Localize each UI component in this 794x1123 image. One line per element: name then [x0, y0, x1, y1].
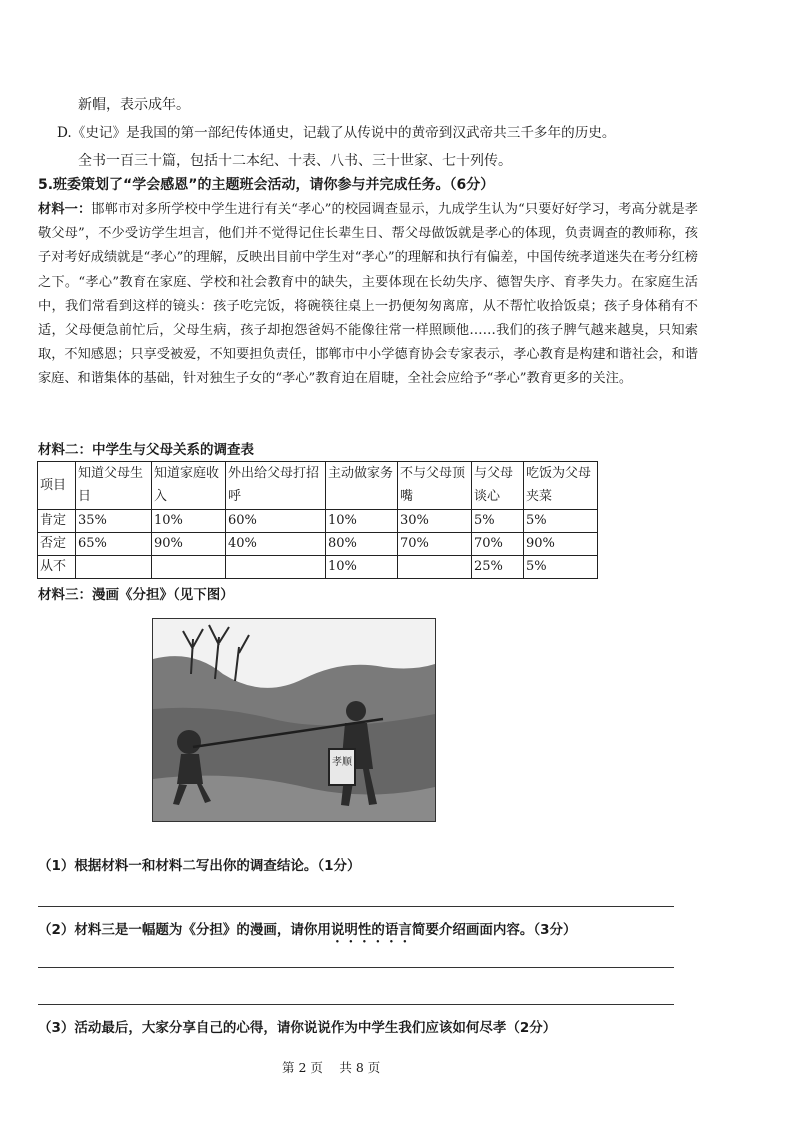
table-cell: 10% [326, 556, 398, 579]
material-1-text: 邯郸市对多所学校中学生进行有关“孝心”的校园调查显示，九成学生认为“只要好好学习，考高分就是孝敬父母”，不少受访学生坦言，他们并不觉得记住长辈生日、帮父母做饭就是孝心的体现，负责调查的教师称，孩子对考好成绩就是“孝心”的理解，反映出目前中学生对“孝心”的理解和执行有偏差，中国传统孝道迷失在考分红榜之下。“孝心”教育在家庭、学校和社会教育中的缺失，主要体现在长幼失序、德智失序、育孝失力。在家庭生活中，我们常看到这样的镜头：孩子吃完饭，将碗筷往桌上一扔便匆匆离席，从不帮忙收拾饭桌；孩子身体稍有不适，父母便急前忙后，父母生病，孩子却抱怨爸妈不能像往常一样照顾他……我们的孩子脾气越来越臭，只知索取，不知感恩；只享受被爱，不知要担负责任，邯郸市中小学德育协会专家表示，孝心教育是构建和谐社会，和谐家庭、和谐集体的基础，针对独生子女的“孝心”教育迫在眉睫，全社会应给予“孝心”教育更多的关注。 [38, 202, 698, 387]
table-header-cell: 吃饭为父母夹菜 [524, 462, 598, 510]
table-cell: 90% [524, 533, 598, 556]
sub-question-2-after: 简要介绍画面内容。（3分） [411, 922, 577, 938]
table-cell: 从不 [38, 556, 76, 579]
table-row [38, 556, 598, 579]
table-header-cell: 知道父母生日 [76, 462, 152, 510]
table-cell: 否定 [38, 533, 76, 556]
table-cell: 35% [76, 510, 152, 533]
table-cell: 30% [398, 510, 472, 533]
answer-line[interactable] [38, 906, 674, 907]
material-1 [38, 198, 698, 392]
table-header-cell: 知道家庭收入 [152, 462, 226, 510]
table-cell: 5% [524, 556, 598, 579]
table-row [38, 510, 598, 533]
material-3-label: 材料三：漫画《分担》（见下图） [38, 587, 234, 603]
text-line-1: 新帽，表示成年。 [78, 97, 190, 113]
table-cell: 10% [326, 510, 398, 533]
sub-question-1: （1）根据材料一和材料二写出你的调查结论。（1分） [38, 858, 361, 874]
table-row [38, 533, 598, 556]
table-header-cell: 不与父母顶嘴 [398, 462, 472, 510]
sub-question-2 [38, 920, 577, 946]
answer-line[interactable] [38, 1004, 674, 1005]
table-cell: 10% [152, 510, 226, 533]
cartoon-image [152, 618, 436, 822]
material-1-label: 材料一： [38, 202, 92, 217]
table-header-row [38, 462, 598, 510]
sub-question-2-before: （2）材料三是一幅题为《分担》的漫画，请你用 [38, 922, 331, 938]
cartoon-illustration [153, 619, 435, 821]
cartoon-caption: 孝顺 [332, 757, 352, 768]
table-cell: 90% [152, 533, 226, 556]
table-header-cell: 主动做家务 [326, 462, 398, 510]
table-cell: 40% [226, 533, 326, 556]
answer-line[interactable] [38, 967, 674, 968]
table-cell [152, 556, 226, 579]
table-cell: 70% [472, 533, 524, 556]
table-cell: 肯定 [38, 510, 76, 533]
table-cell: 5% [472, 510, 524, 533]
page-footer: 第 2 页 共 8 页 [282, 1060, 381, 1075]
table-cell: 5% [524, 510, 598, 533]
question-5-title: 5.班委策划了“学会感恩”的主题班会活动，请你参与并完成任务。（6分） [38, 177, 495, 193]
text-line-3: 全书一百三十篇，包括十二本纪、十表、八书、三十世家、七十列传。 [78, 153, 512, 169]
table-cell: 60% [226, 510, 326, 533]
table-cell [398, 556, 472, 579]
table-cell: 80% [326, 533, 398, 556]
table-cell: 65% [76, 533, 152, 556]
table-cell: 70% [398, 533, 472, 556]
table-cell [226, 556, 326, 579]
table-cell: 25% [472, 556, 524, 579]
table-header-cell: 外出给父母打招呼 [226, 462, 326, 510]
material-2-label: 材料二：中学生与父母关系的调查表 [38, 442, 254, 458]
survey-table [37, 461, 598, 579]
sub-question-2-emphasis: 说明性的语言 [330, 922, 412, 938]
table-header-cell: 项目 [38, 462, 76, 510]
table-cell [76, 556, 152, 579]
sub-question-3: （3）活动最后，大家分享自己的心得，请你说说作为中学生我们应该如何尽孝（2分） [38, 1020, 557, 1036]
table-header-cell: 与父母谈心 [472, 462, 524, 510]
text-line-2: D.《史记》是我国的第一部纪传体通史，记载了从传说中的黄帝到汉武帝共三千多年的历史。 [57, 125, 616, 141]
